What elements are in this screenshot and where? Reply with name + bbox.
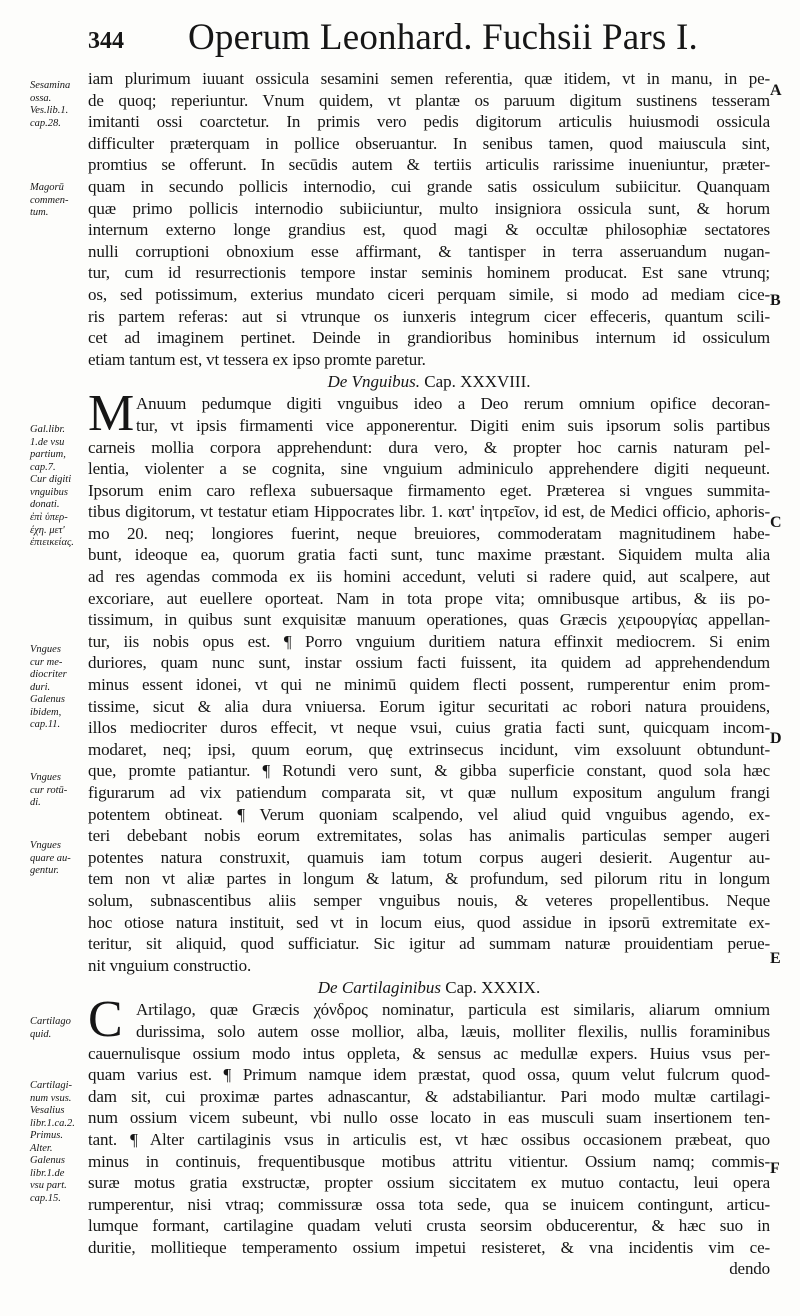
margin-note: Cartilagi- num vsus. Vesalius libr.1.ca.2. Primus. Alter. Galenus libr.1.de vsu part. cap.15. (30, 1080, 75, 1204)
text-line: lumque formant, cartilagine quadam veluti crusta seorsim obducerentur, & hæc suo in (88, 1216, 770, 1236)
drop-cap: C (88, 991, 123, 1049)
text-line: minus in continuis, frequentibusque motibus attritu vitientur. Ossium namq; commis- (88, 1151, 770, 1171)
text-line: cet ad imaginem pertinet. Deinde in grandioribus hominibus internum id ossiculum (88, 328, 770, 348)
text-line: Ipsorum enim caro reflexa subuersaque firmamento eget. Præterea si vngues summita- (88, 480, 770, 500)
text-line: tant. ¶ Alter cartilaginis vsus in articulis est, vt hæc ossibus occasionem præbeat, quo (88, 1129, 770, 1149)
text-line: ris partem referas: aut si vtrunque os iunxeris integrum cicer effeceris, quantum scili- (88, 306, 770, 326)
text-line: nulli corruptioni obnoxium esse affirmant, & tantisper in terra asseruandum nugan- (88, 241, 770, 261)
text-line: tur, iis nobis opus est. ¶ Porro vnguium duritiem natura effinxit mediocrem. Si enim (88, 631, 770, 651)
text-line: tur, vt ipsis firmamenti vice apponerentur. Digiti enim suis ipsorum solis partibus (136, 415, 770, 435)
text-line: de quoq; reperiuntur. Vnum quidem, vt plantæ os paruum digitum sustinens tesseram (88, 90, 770, 110)
margin-note: Cartilago quid. (30, 1016, 71, 1040)
running-title: Operum Leonhard. Fuchsii Pars I. (188, 17, 698, 58)
text-line: que, promte patiantur. ¶ Rotundi vero sunt, & gibba superficie constant, quod sola hæc (88, 761, 770, 781)
text-line: figurarum ad vix patiendum comparata sit, vt quæ nullum expositum angulum frangi (88, 783, 770, 802)
margin-letter-c: C (770, 514, 782, 531)
chapter-number: Cap. XXXIX. (445, 978, 541, 998)
text-line: internum externo longe grandius est, quod magi & occultæ philosophiæ sectatores (88, 220, 770, 240)
text-line: dam sit, cui proximæ partes adnascantur, & adstabiliantur. Pari modo multæ cartilagi- (88, 1086, 770, 1106)
left-margin-notes (0, 0, 86, 1316)
section-cartilaginibus (88, 991, 770, 1280)
chapter-number: Cap. XXXVIII. (424, 372, 531, 392)
text-line: durissima, solo autem osse mollior, alba, læuis, molliter flexilis, nullis foraminibus (136, 1021, 770, 1041)
text-line: iam plurimum iuuant ossicula sesamini semen referentia, quæ itidem, vt in manu, in pe- (88, 69, 770, 88)
text-line: cauernulisque ossium modo intus oppleta, & sensus ac medullæ expers. Huius vsus per- (88, 1043, 770, 1063)
text-line: mo 20. neq; longiores fuerint, neque breuiores, commoderatam magnitudinem habe- (88, 523, 770, 543)
text-line: ad res agendas commoda ex iis homini accedunt, veluti si radere quid, aut scalpere, aut (88, 567, 770, 587)
margin-note-greek: ἐπὶ ὑπερ- έχη. μετ' ἐπιεικείας. (30, 512, 74, 548)
text-line: duritie, mollitieque temperamento ossium impetui resisteret, & vna incidentis vim ce- (88, 1237, 770, 1257)
text-line: difficulter præterquam in pollice obseruantur. In senibus tamen, quod maiuscula sint, (88, 133, 770, 153)
text-line: tissime, sicut & alia dura vniuersa. Eorum igitur securitati ac robori natura prouidens, (88, 696, 770, 716)
text-line: promtius se offerunt. In secūdis autem & tertiis articulis rarissime inueniuntur, præter- (88, 155, 770, 175)
text-line: imitanti ossi coarctetur. In primis vero pedis digitorum articulis huiusmodi ossicula (88, 112, 770, 132)
text-line: tem non vt aliæ partes in longum & latum, & profundum, sed pilorum ritu in longum (88, 869, 770, 889)
page-number: 344 (88, 28, 124, 54)
margin-note: Sesamina ossa. Ves.lib.1. cap.28. (30, 80, 71, 129)
section-sesamina (88, 68, 770, 370)
margin-note: Vngues cur me- diocriter duri. Galenus ibidem, cap.11. (30, 644, 67, 730)
text-line: teritur, sit aliquid, quod sufficiatur. Sic igitur ad summam naturæ prouidentiam perue- (88, 934, 770, 954)
text-line: tissimum, in quibus sunt exquisitæ manuum operationes, quas Græcis χειρουργίας appellan- (88, 610, 770, 630)
margin-note: Magorū commen- tum. (30, 182, 69, 218)
text-line: Artilago, quæ Græcis χόνδρος nominatur, particula est similaris, aliarum omnium (136, 1000, 770, 1020)
text-line: quæ primo pollicis internodio subiiciuntur, multo insigniora ossicula sunt, & horum (88, 198, 770, 218)
text-line: minus essent idonei, vt qui ne minimū quidem flecti possent, rumperentur enim prom- (88, 675, 770, 695)
chapter-title: De Cartilaginibus (317, 978, 442, 998)
text-line: carneis mollia corpora apprehendunt: dura vero, & propter hoc carnis naturam pel- (88, 437, 770, 457)
catchword: dendo (729, 1259, 770, 1279)
chapter-heading-cartilaginibus (88, 976, 770, 999)
text-line: potentem obtineat. ¶ Verum quoniam scalpendo, vel aliud quid vnguibus agendo, ex- (88, 804, 770, 824)
page-header (88, 10, 788, 64)
text-line: potentes natura construxit, quamuis iam totum corpus augeri desierit. Augentur au- (88, 847, 770, 867)
text-line: rumperentur, nisi vtraq; commissuræ ossa tota sede, qua se inuicem contingunt, articu- (88, 1194, 770, 1214)
text-line: tibus digitorum, vt testatur etiam Hippocrates libr. 1. κατ' ἰητρεῖον, id est, de Medici officio, aphoris- (88, 502, 770, 522)
text-line: suræ motus gratia exstructæ, propter ossium siccitatem ex mutuo contactu, leui opera (88, 1173, 770, 1193)
margin-note: Gal.libr. 1.de vsu partium, cap.7. Cur digiti vnguibus donati. (30, 424, 72, 510)
text-line: tur, cum id resurrectionis tempore instar seminis hominem producat. Est sane vtrunq; (88, 263, 770, 283)
text-line: modaret, neq; ipsi, quum eorum, quę extrinsecus incidunt, vim exsoluunt obtundunt- (88, 739, 770, 759)
text-line: hoc otiose natura instituit, sed vt in locum eius, quod assidue in ipsorū extremitate ex- (88, 912, 770, 932)
section-vnguibus (88, 385, 770, 976)
margin-letter-b: B (770, 292, 781, 309)
margin-note: Vngues quare au- gentur. (30, 840, 71, 876)
text-line: os, sed potissimum, exterius mundato ciceri perquam simile, si modo ad mediam cice- (88, 284, 770, 304)
text-line: etiam tantum est, vt tessera ex ipso promte paretur. (88, 349, 426, 369)
text-line: Anuum pedumque digiti vnguibus ideo a Deo rerum omnium opifice decoran- (136, 394, 770, 414)
drop-cap: M (88, 385, 135, 443)
text-line: teri debebant nobis eorum extremitates, solas has animalis particulas semper augeri (88, 826, 770, 846)
text-line: illos mediocriter duros effecit, vt neque vsui, cuius gratia facti sunt, quicquam incom- (88, 718, 770, 738)
chapter-heading-vnguibus (88, 370, 770, 393)
text-line: excoriare, aut euellere oporteat. Nam in tota prope vita; omnibusque artibus, & iis po- (88, 588, 770, 608)
main-text (88, 68, 770, 1280)
margin-letter-f: F (770, 1160, 780, 1177)
text-line: nit vnguium constructio. (88, 955, 252, 975)
text-line: solum, subnascentibus aliis semper vnguibus nouis, & veteres propellentibus. Neque (88, 890, 770, 910)
text-line: num ossium vicem subeunt, vbi nullo osse locato in eas musculi suam insertionem ten- (88, 1108, 770, 1128)
text-line: quam in secundo pollicis internodio, cui grande satis ossiculum subiicitur. Quanquam (88, 176, 770, 196)
text-line: duriores, quam nunc sunt, instar ossium facti fuissent, ita quidem ad apprehendendum (88, 653, 770, 673)
margin-letter-d: D (770, 730, 782, 747)
margin-letter-e: E (770, 950, 781, 967)
text-line: quam varius est. ¶ Primum namque idem præstat, quod ossa, quum velut fulcrum quod- (88, 1065, 770, 1085)
text-line: lentia, violenter a se cognita, sine vnguium adminiculo apprehendere digiti nequeunt. (88, 459, 770, 479)
text-line: bunt, ideoque ea, quorum gratia facti sunt, tunc maxime præstant. Siquidem multa alia (88, 545, 770, 565)
chapter-title: De Vnguibus. (327, 372, 421, 392)
margin-letter-a: A (770, 82, 782, 99)
margin-note: Vngues cur rotū- di. (30, 772, 68, 808)
